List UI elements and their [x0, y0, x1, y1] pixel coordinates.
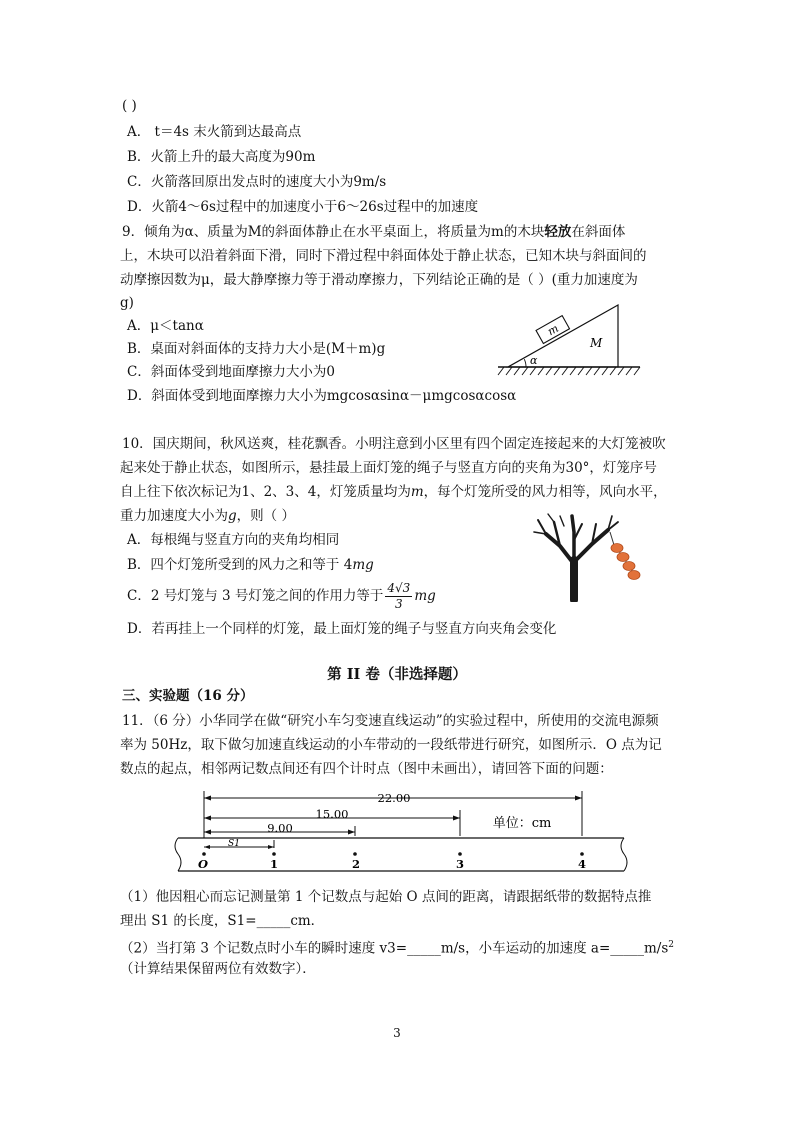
q9-line-1-pre: 9．倾角为α、质量为M的斜面体静止在水平桌面上，将质量为m的木块	[122, 224, 545, 240]
lantern-2-icon	[617, 553, 629, 562]
q10-line-4-pre: 重力加速度大小为	[120, 508, 228, 524]
q10-mass-symbol: m	[410, 484, 424, 500]
q11-sub2-text: （2）当打第 3 个记数点时小车的瞬时速度 v3=_____m/s，小车运动的加速度 a=_____m/s	[120, 940, 669, 957]
distance-22-label: 22.00	[377, 791, 411, 805]
fraction-numerator: 4√3	[387, 581, 411, 595]
incline-M-label: M	[590, 336, 603, 350]
q11-sub2-line-1	[120, 935, 674, 959]
q8-option-c: C．火箭落回原出发点时的速度大小为9m/s	[127, 174, 387, 190]
fraction-4sqrt3-over-3	[385, 581, 412, 612]
angle-arc	[524, 359, 526, 367]
point-3-label: 3	[455, 857, 465, 871]
q10-option-a: A．每根绳与竖直方向的夹角均相同	[127, 532, 340, 548]
lantern-4-icon	[628, 571, 640, 580]
tape-dots	[202, 852, 584, 856]
q9-line-1-post: 在斜面体	[571, 224, 626, 240]
tree-icon	[534, 514, 618, 600]
q10-option-c-text: C．2 号灯笼与 3 号灯笼之间的作用力等于	[127, 588, 384, 604]
q9-line-1	[122, 222, 625, 242]
block-m-label: m	[545, 321, 561, 339]
block-m	[536, 316, 569, 344]
fraction-denominator: 3	[395, 597, 403, 611]
q8-option-a: A． t＝4s 末火箭到达最高点	[127, 124, 302, 140]
q11-line-3: 数点的起点，相邻两记数点间还有四个计时点（图中未画出），请回答下面的问题：	[120, 761, 613, 777]
unit-label: 单位：cm	[492, 816, 552, 831]
q10-line-4-post: ，则（ ）	[236, 508, 295, 524]
incline-figure	[494, 300, 644, 382]
tape-left-tear	[175, 838, 181, 871]
tree-lantern-figure	[530, 512, 642, 602]
q10-option-b	[127, 555, 374, 575]
q8-option-d: D．火箭4～6s过程中的加速度小于6～26s过程中的加速度	[127, 199, 479, 215]
q9-option-d: D．斜面体受到地面摩擦力大小为mgcosαsinα－μmgcosαcosα	[127, 388, 517, 404]
q11-line-2: 率为 50Hz，取下做匀加速直线运动的小车带动的一段纸带进行研究，如图所示．O 点为记	[120, 737, 662, 753]
angle-alpha-label: α	[530, 354, 538, 367]
q10-option-b-mg: mg	[352, 557, 374, 573]
q9-option-b: B．桌面对斜面体的支持力大小是(M＋m)g	[127, 341, 386, 357]
q10-option-c	[127, 579, 436, 613]
q8-option-b: B．火箭上升的最大高度为90m	[127, 149, 316, 165]
tape-right-tear	[621, 838, 627, 871]
lantern-1-icon	[611, 544, 623, 553]
q11-line-1: 11．（6 分）小华同学在做“研究小车匀变速直线运动”的实验过程中，所使用的交流电源频	[122, 713, 659, 729]
q11-sub1-line-2: 理出 S1 的长度，S1=_____cm．	[120, 913, 325, 929]
q10-gravity-symbol: g	[228, 508, 237, 524]
point-4-label: 4	[577, 857, 587, 871]
q10-line-3	[120, 482, 667, 502]
q10-line-3-post: ，每个灯笼所受的风力相等，风向水平，	[423, 484, 667, 500]
s1-label: S1	[228, 839, 240, 849]
q10-line-2: 起来处于静止状态，如图所示，悬挂最上面灯笼的绳子与竖直方向的夹角为30°，灯笼序号	[120, 460, 657, 476]
point-2-label: 2	[351, 857, 361, 871]
q9-option-c: C．斜面体受到地面摩擦力大小为0	[127, 364, 335, 380]
q11-sub1-line-1: （1）他因粗心而忘记测量第 1 个记数点与起始 O 点间的距离，请跟据纸带的数据特点推	[120, 889, 652, 905]
q10-line-3-pre: 自上往下依次标记为1、2、3、4，灯笼质量均为	[120, 484, 411, 500]
q11-sub2-line-2: （计算结果保留两位有效数字）．	[120, 961, 316, 977]
point-1-label: 1	[269, 857, 279, 871]
distance-15-label: 15.00	[315, 807, 349, 821]
q10-option-d: D．若再挂上一个同样的灯笼，最上面灯笼的绳子与竖直方向夹角会变化	[127, 621, 557, 637]
q10-line-4	[120, 506, 295, 526]
q9-line-4: g)	[120, 295, 134, 311]
q10-option-c-mg: mg	[414, 588, 436, 604]
ground-hatching	[498, 367, 640, 375]
distance-9-label: 9.00	[267, 821, 293, 835]
section-2-title: 第 II 卷（非选择题）	[327, 666, 467, 683]
page-number: 3	[393, 1026, 401, 1040]
q9-option-a: A．μ＜tanα	[127, 318, 204, 334]
q9-line-3: 动摩擦因数为μ，最大静摩擦力等于滑动摩擦力，下列结论正确的是（ ）(重力加速度为	[120, 272, 638, 288]
q11-sub2-superscript: 2	[668, 940, 675, 950]
q8-paren: ( )	[122, 98, 137, 114]
paper-tape-figure	[170, 788, 632, 878]
point-o-label: O	[197, 857, 209, 871]
q10-option-b-text: B．四个灯笼所受到的风力之和等于 4	[127, 557, 353, 573]
q9-line-2: 上，木块可以沿着斜面下滑，同时下滑过程中斜面体处于静止状态，已知木块与斜面间的	[120, 248, 647, 264]
q9-line-1-bold: 轻放	[544, 224, 572, 240]
lantern-3-icon	[623, 562, 635, 571]
q10-line-1: 10．国庆期间，秋风送爽，桂花飘香。小明注意到小区里有四个固定连接起来的大灯笼被吹	[122, 436, 666, 452]
section-3-subtitle: 三、实验题（16 分）	[122, 688, 254, 704]
